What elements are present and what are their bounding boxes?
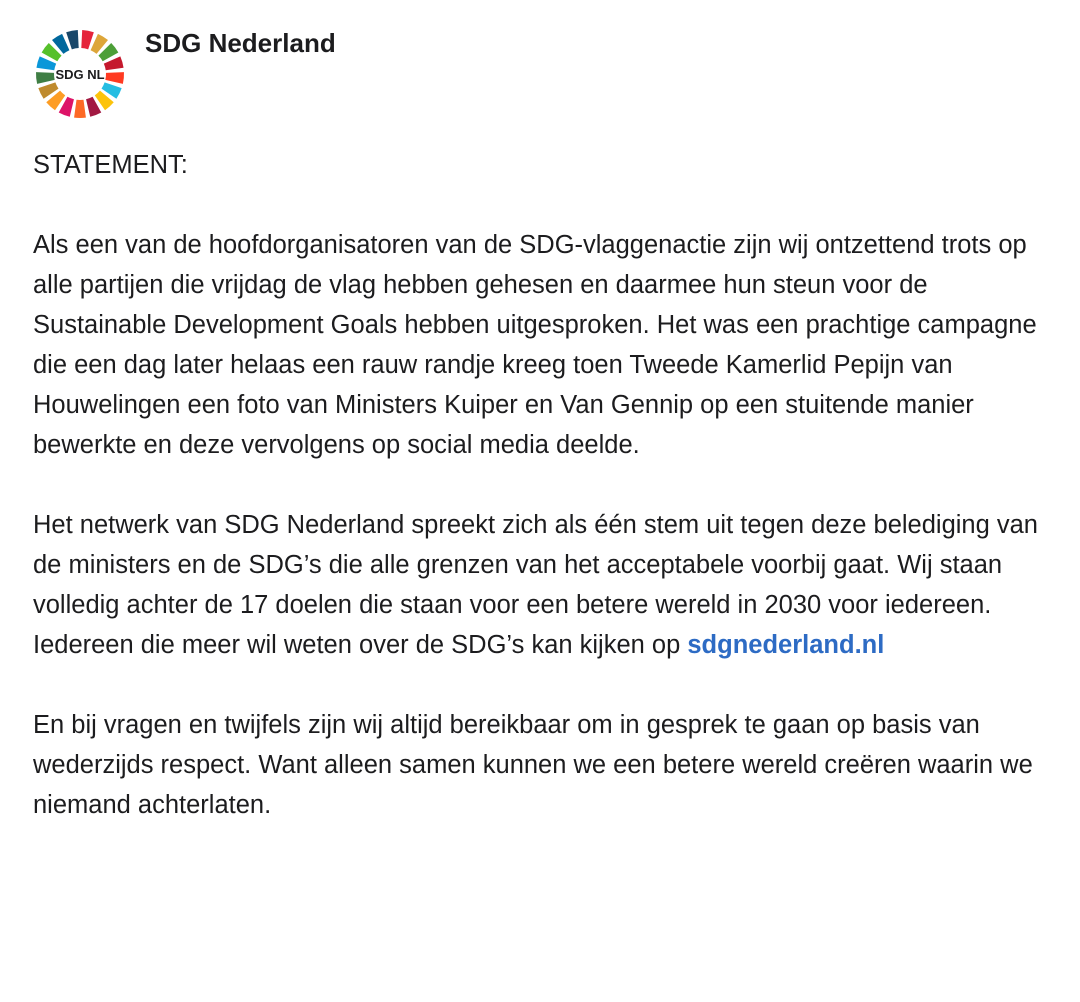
wheel-segment — [81, 30, 94, 49]
paragraph-3: En bij vragen en twijfels zijn wij altijd bereikbaar om in gesprek te gaan op basis van wederzijds respect. Want alleen samen kunnen we een betere wereld creëren waarin we niemand achterlaten. — [33, 711, 1033, 819]
author-name[interactable]: SDG Nederland — [145, 28, 336, 58]
statement-heading: STATEMENT: — [33, 151, 188, 179]
paragraph-2-text: Het netwerk van SDG Nederland spreekt zich als één stem uit tegen deze belediging van de ministers en de SDG’s die alle grenzen van het acceptabele voorbij gaat. Wij staan volledig achter de 17 doelen die staan voor een betere wereld in 2030 voor iedereen. Iedereen die meer wil weten over de SDG’s kan kijken op — [33, 511, 1038, 659]
wheel-segment — [36, 72, 55, 84]
paragraph-1: Als een van de hoofdorganisatoren van de SDG-vlaggenactie zijn wij ontzettend trots op alle partijen die vrijdag de vlag hebben gehesen en daarmee hun steun voor de Sustainable Development Goals hebben uitgesproken. Het was een prachtige campagne die een dag later helaas een rauw randje kreeg toen Tweede Kamerlid Pepijn van Houwelingen een foto van Ministers Kuiper en Van Gennip op een stuitende manier bewerkte en deze vervolgens op social media deelde. — [33, 231, 1037, 459]
wheel-segment — [105, 72, 124, 84]
sdg-wheel-logo — [34, 28, 126, 120]
website-link[interactable]: sdgnederland.nl — [687, 631, 885, 659]
post-body — [33, 145, 1053, 825]
paragraph-2 — [33, 505, 1053, 665]
wheel-segment — [66, 30, 79, 49]
avatar[interactable] — [34, 28, 126, 120]
avatar-label: SDG NL — [55, 67, 105, 82]
wheel-segment — [74, 100, 86, 118]
